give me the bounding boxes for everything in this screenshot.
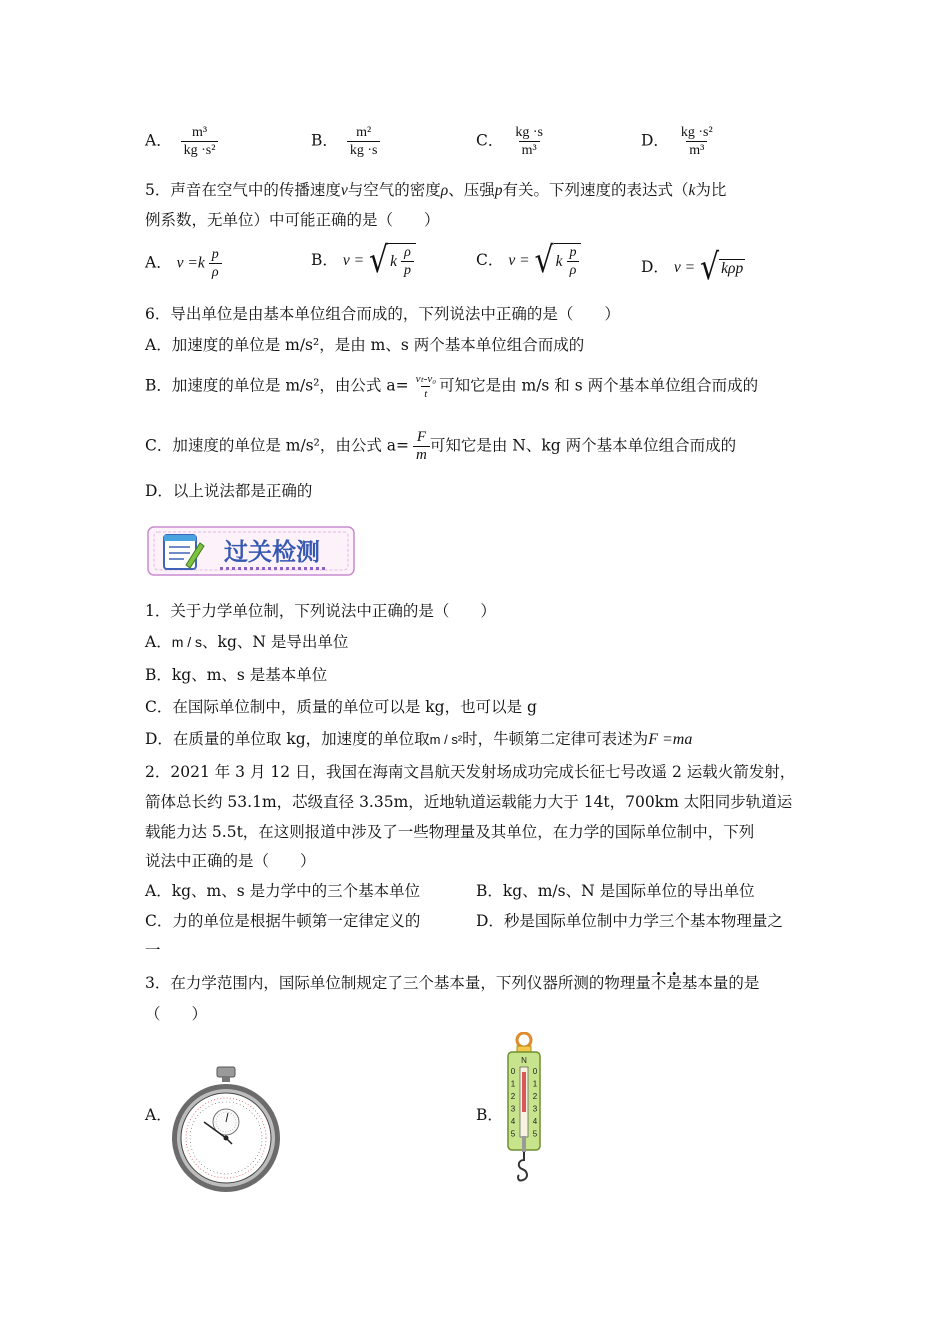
q5-stem-line1: 5．声音在空气中的传播速度v与空气的密度ρ、压强p有关。下列速度的表达式（k为比 [145, 181, 727, 199]
p2-option-c[interactable]: C．力的单位是根据牛顿第一定律定义的 [145, 912, 421, 930]
q5-d-radical: √ kρp [700, 246, 744, 289]
p1-stem: 1．关于力学单位制，下列说法中正确的是（ ） [145, 602, 496, 620]
scale-tick-3: 3 [510, 1104, 516, 1114]
stopwatch-icon[interactable] [170, 1064, 282, 1194]
q6-option-a[interactable]: A．加速度的单位是 m/s²，是由 m、s 两个基本单位组合而成的 [145, 336, 585, 354]
q6-b-fraction: $\frac{\text{vₜ-v₀}}{t}$ [415, 373, 437, 400]
scale-unit-label: N [521, 1056, 527, 1065]
q5-a-fraction: $\frac{p}{\rho}$ [209, 246, 222, 281]
q4-c-fraction: $\frac{kg \cdot s}{\text{m³}}$ [515, 125, 543, 158]
q6-option-c[interactable]: C．加速度的单位是 m/s²，由公式 a= $\frac{F}{m}$ 可知它是由 N、kg 两个基本单位组合而成的 [145, 429, 737, 463]
scale-tick-3: 3 [532, 1104, 538, 1114]
scale-tick-0: 0 [532, 1067, 538, 1076]
p1-option-b[interactable]: B．kg、m、s 是基本单位 [145, 666, 328, 684]
p3-stem-line2: （ ） [145, 1005, 208, 1023]
q5-option-d[interactable]: D． v = √ kρp [641, 246, 744, 289]
banner-title: 过关检测 [224, 538, 320, 566]
q4-option-b[interactable]: B． $\frac{\text{m²}}{kg \cdot s}$ [311, 124, 380, 159]
q5-b-radical: √ k $\frac{\rho}{p}$ [369, 243, 416, 279]
p2-option-d-continued: 一 [145, 941, 161, 959]
p2-stem-line3: 载能力达 5.5t，在这则报道中涉及了一些物理量及其单位，在力学的国际单位制中，下列 [145, 823, 755, 841]
spring-scale-icon[interactable] [504, 1032, 544, 1188]
scale-tick-1: 1 [532, 1079, 538, 1089]
p2-option-b[interactable]: B．kg、m/s、N 是国际单位的导出单位 [476, 882, 755, 900]
p2-option-a[interactable]: A．kg、m、s 是力学中的三个基本单位 [145, 882, 421, 900]
p3-option-b-label[interactable]: B． [476, 1106, 503, 1124]
p3-stem-line1: 3．在力学范围内，国际单位制规定了三个基本量，下列仪器所测的物理量不是基本量的是 [145, 974, 760, 992]
q5-c-radical: √ k $\frac{p}{\rho}$ [534, 243, 581, 279]
scale-tick-5: 5 [510, 1129, 516, 1139]
q4-option-a[interactable]: A． $\frac{\text{m³}}{\text{kg ·s²}}$ [145, 124, 218, 159]
scale-tick-2: 2 [532, 1092, 538, 1101]
p1-option-c[interactable]: C．在国际单位制中，质量的单位可以是 kg，也可以是 g [145, 698, 537, 716]
q4-b-fraction: $\frac{\text{m²}}{kg \cdot s}$ [347, 124, 381, 159]
scale-tick-4: 4 [532, 1117, 538, 1126]
q4-d-fraction: $\frac{\text{kg ·s²}}{\text{m³}}$ [680, 125, 713, 158]
q6-stem: 6．导出单位是由基本单位组合而成的，下列说法中正确的是（ ） [145, 305, 620, 323]
scale-tick-4: 4 [510, 1117, 516, 1126]
p2-stem-line1: 2．2021 年 3 月 12 日，我国在海南文昌航天发射场成功完成长征七号改遥 2 运载火箭发射， [145, 763, 796, 781]
q6-option-b[interactable]: B．加速度的单位是 m/s²，由公式 a= $\frac{\text{vₜ-v₀}}{t}$ 可知它是由 m/s 和 s 两个基本单位组合而成的 [145, 373, 759, 400]
q4-option-d[interactable]: D． $\frac{\text{kg ·s²}}{\text{m³}}$ [641, 124, 716, 159]
p1-option-a[interactable]: A．m / s、kg、N 是导出单位 [145, 633, 349, 651]
q6-c-fraction: $\frac{F}{m}$ [413, 429, 430, 464]
scale-tick-0: 0 [510, 1067, 516, 1076]
q4-a-fraction: $\frac{\text{m³}}{\text{kg ·s²}}$ [181, 124, 219, 159]
q5-option-a[interactable]: A． v =k $\frac{p}{\rho}$ [145, 246, 222, 281]
q5-option-c[interactable]: C． v = √ k $\frac{p}{\rho}$ [476, 243, 581, 279]
p2-option-d[interactable]: D．秒是国际单位制中力学三个基本物理量之 [476, 912, 783, 930]
q5-stem-line2: 例系数，无单位）中可能正确的是（ ） [145, 211, 440, 229]
p2-stem-line2: 箭体总长约 53.1m，芯级直径 3.35m，近地轨道运载能力大于 14t，700km 太阳同步轨道运 [145, 793, 793, 811]
scale-tick-5: 5 [532, 1129, 538, 1139]
q4-option-c[interactable]: C． $\frac{kg \cdot s}{\text{m³}}$ [476, 124, 546, 159]
section-banner [146, 523, 356, 579]
p2-stem-line4: 说法中正确的是（ ） [145, 852, 316, 870]
p3-option-a-label[interactable]: A． [145, 1106, 172, 1124]
q5-option-b[interactable]: B． v = √ k $\frac{\rho}{p}$ [311, 243, 416, 279]
scale-tick-1: 1 [510, 1079, 516, 1089]
p1-option-d[interactable]: D．在质量的单位取 kg，加速度的单位取m / s²时，牛顿第二定律可表述为F =ma [145, 730, 693, 748]
scale-tick-2: 2 [510, 1092, 516, 1101]
q6-option-d[interactable]: D．以上说法都是正确的 [145, 482, 313, 500]
